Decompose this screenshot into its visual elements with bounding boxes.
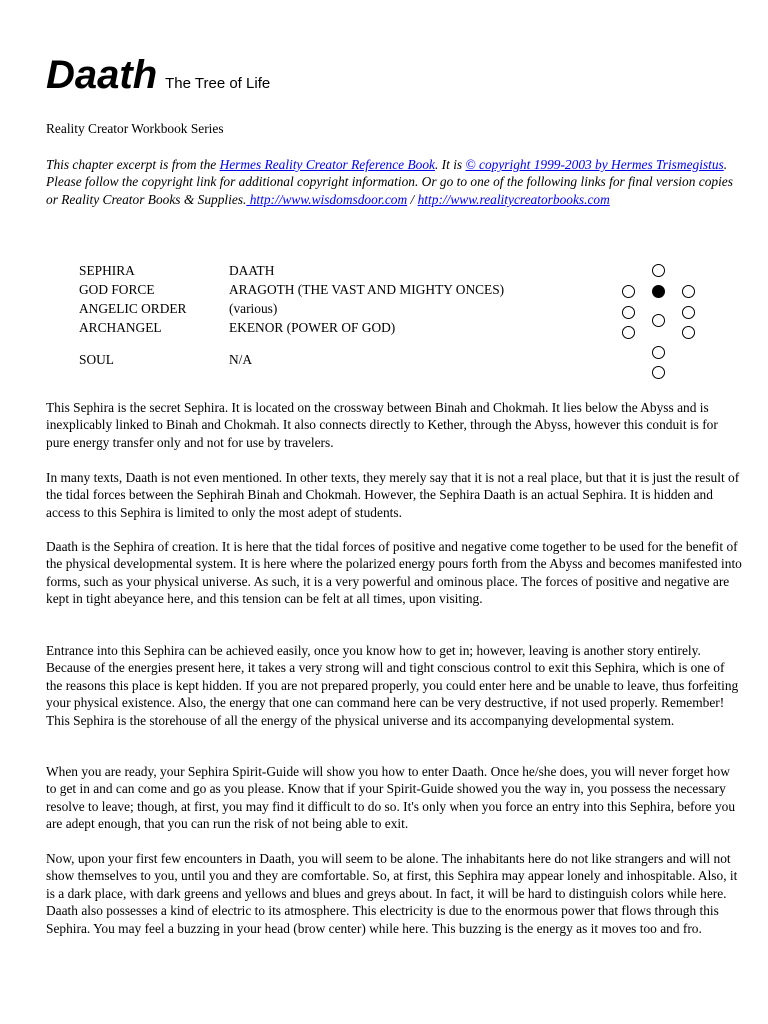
series-name: Reality Creator Workbook Series	[46, 121, 224, 136]
page-title: Daath	[46, 53, 158, 97]
page-subtitle: The Tree of Life	[165, 75, 271, 92]
paragraph: Daath is the Sephira of creation. It is here that the tidal forces of positive and negative come together to be used for the benefit of the physical developmental system. It is here where the polarized energy pours forth from the Abyss and becomes manifested into forms, such as your physical universe. As such, it is a very powerful and ominous place. The forces of positive and negative are kept in tight abeyance here, and this tension can be felt at all times, upon visiting.	[46, 539, 742, 607]
hod-node	[622, 326, 635, 339]
binah-node	[622, 285, 635, 298]
attribute-key: GOD FORCE	[79, 282, 155, 297]
reference-book-link[interactable]: Hermes Reality Creator Reference Book	[219, 157, 435, 172]
attribute-value: DAATH	[229, 263, 275, 278]
intro-paragraph	[46, 156, 736, 208]
attribute-key: SOUL	[79, 352, 114, 367]
wisdomsdoor-link[interactable]: http://www.wisdomsdoor.com	[246, 191, 408, 207]
tiphareth-node	[652, 314, 665, 327]
daath-node	[652, 285, 665, 298]
attribute-value: ARAGOTH (THE VAST AND MIGHTY ONCES)	[229, 282, 505, 297]
realitycreatorbooks-link[interactable]: http://www.realitycreatorbooks.com	[417, 191, 610, 207]
attribute-key: ARCHANGEL	[79, 320, 162, 335]
paragraph: In many texts, Daath is not even mentioned. In other texts, they merely say that it is not a real place, but that it is just the result of the tidal forces between the Sephirah Binah and Chokmah. However, the Sephira Daath is an actual Sephira. It is hidden and access to this Sephira is limited to only the most adept of students.	[46, 470, 740, 520]
copyright-link[interactable]: © copyright 1999-2003 by Hermes Trismegistus	[465, 157, 724, 172]
paragraph: This Sephira is the secret Sephira. It is located on the crossway between Binah and Chokmah. It lies below the Abyss and is inexplicably linked to Binah and Chokmah. It also connects directly to Kether, through the Abyss, however this conduit is for pure energy transfer only and not for use by travelers.	[46, 400, 718, 450]
attribute-key: SEPHIRA	[79, 263, 135, 278]
intro-text-3: . Please follow the copyright link for additional copyright information. Or go to one of the following links for final version copies or Reality Creator Books & Supplies.	[46, 157, 733, 207]
attribute-value: EKENOR (POWER OF GOD)	[229, 320, 396, 335]
page-title-row	[46, 52, 270, 98]
paragraph: Entrance into this Sephira can be achieved easily, once you know how to get in; however, leaving is another story entirely. Because of the energies present here, it takes a very strong will and tight conscious control to exit this Sephira, which is one of the reasons this place is kept hidden. If you are not prepared properly, you could enter here and be unable to leave, thus forfeiting your physical existence. Also, the energy that one can command here can be very destructive, if not used properly. Remember! This Sephira is the storehouse of all the energy of the physical universe and its accompanying developmental system.	[46, 643, 739, 728]
attribute-value: N/A	[229, 352, 253, 367]
intro-text-1: This chapter excerpt is from the	[46, 157, 220, 172]
kether-node	[652, 264, 665, 277]
geburah-node	[622, 306, 635, 319]
paragraph: When you are ready, your Sephira Spirit-Guide will show you how to enter Daath. Once he/she does, you will never forget how to get in and can come and go as you please. Know that if your Spirit-Guide showed you the way in, you possess the necessary resolve to leave; though, at first, you may find it difficult to do so. It's only when you force an entry into this Sephira, before you are adept enough, that you can run the risk of not being able to exit.	[46, 764, 736, 832]
attribute-value: (various)	[229, 301, 278, 316]
intro-text-4: /	[407, 191, 418, 207]
chesed-node	[682, 306, 695, 319]
chokmah-node	[682, 285, 695, 298]
paragraph: Now, upon your first few encounters in Daath, you will seem to be alone. The inhabitants here do not like strangers and will not show themselves to you, until you and they are comfortable. So, at first, this Sephira may appear lonely and inhospitable. Also, it is a dark place, with dark greens and yellows and blues and greys about. In fact, it will be hard to distinguish colors while here. Daath also possesses a kind of electric to its atmosphere. This electricity is due to the enormous power that flows through this Sephira. You may feel a buzzing in your head (brow center) while here. This buzzing is the energy as it moves too and fro.	[46, 851, 738, 936]
tree-of-life-diagram	[616, 262, 706, 382]
malkuth-node	[652, 366, 665, 379]
attribute-key: ANGELIC ORDER	[79, 301, 187, 316]
netzach-node	[682, 326, 695, 339]
intro-text-2: . It is	[434, 157, 466, 172]
yesod-node	[652, 346, 665, 359]
